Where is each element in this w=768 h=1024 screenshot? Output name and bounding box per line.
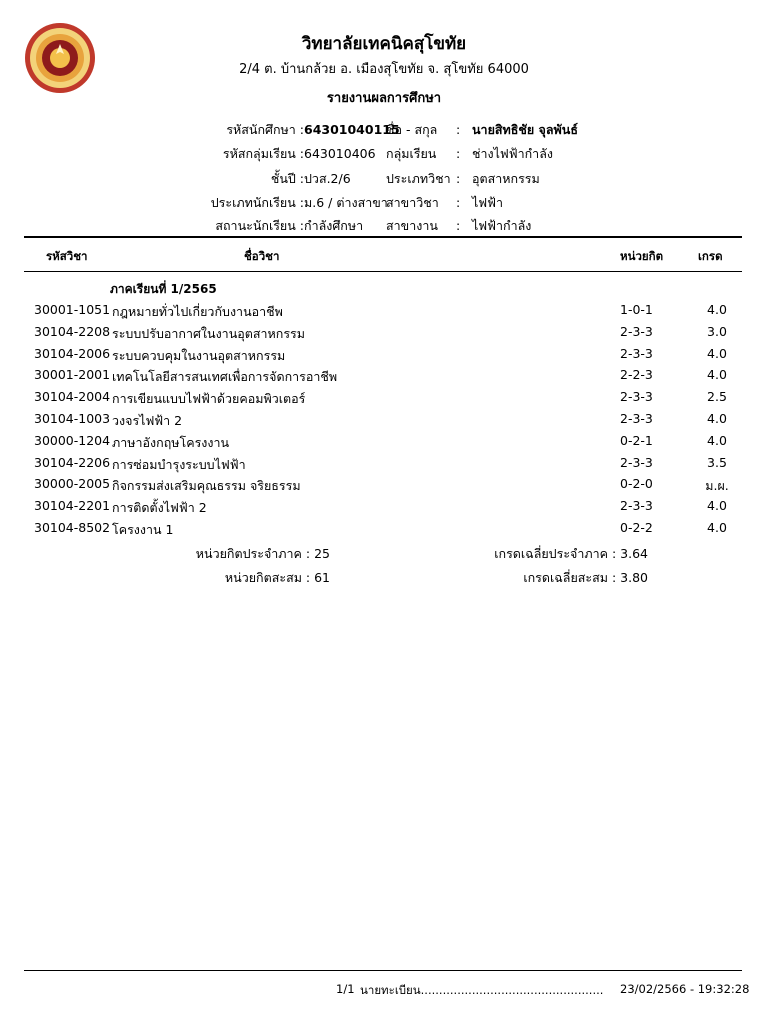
course-grade: 4.0	[707, 498, 727, 514]
table-row	[0, 455, 768, 477]
school-name: วิทยาลัยเทคนิคสุโขทัย	[301, 34, 467, 54]
major-value: ไฟฟ้า	[472, 195, 504, 210]
course-grade: 2.5	[707, 389, 727, 405]
work-row	[386, 216, 531, 236]
group-value: ช่างไฟฟ้ากำลัง	[472, 146, 553, 161]
course-name: โครงงาน 1	[112, 522, 174, 537]
table-row	[0, 498, 768, 520]
student-type-label: ประเภทนักเรียน :	[210, 195, 304, 210]
table-row	[0, 324, 768, 346]
course-credit: 2-3-3	[620, 411, 653, 426]
course-credit: 2-3-3	[620, 454, 653, 470]
table-row	[0, 476, 768, 498]
course-code: 30104-2201	[34, 498, 111, 514]
category-colon: :	[456, 171, 461, 186]
table-row	[0, 411, 768, 433]
group-label: กลุ่มเรียน	[386, 146, 437, 161]
course-grade: 4.0	[707, 520, 727, 535]
course-code: 30001-2001	[34, 367, 111, 383]
course-code: 30104-2006	[34, 345, 111, 361]
major-label: สาขาวิชา	[386, 195, 439, 210]
course-grade: 4.0	[707, 432, 727, 448]
table-row	[0, 302, 768, 324]
cumulative-credits: หน่วยกิตสะสม : 61	[224, 570, 330, 585]
name-row	[386, 120, 578, 140]
course-name: ระบบควบคุมในงานอุตสาหกรรม	[112, 347, 286, 363]
table-row	[0, 367, 768, 389]
category-row	[386, 169, 540, 189]
course-name: การติดตั้งไฟฟ้า 2	[112, 500, 207, 516]
course-code: 30104-2208	[34, 323, 111, 339]
course-credit: 1-0-1	[620, 302, 653, 317]
major-colon: :	[456, 195, 461, 210]
course-code: 30104-8502	[34, 520, 111, 535]
group-colon: :	[456, 146, 461, 161]
table-row	[0, 520, 768, 542]
group-code-label: รหัสกลุ่มเรียน :	[222, 146, 304, 161]
footer-rule	[24, 970, 742, 971]
table-top-rule	[24, 236, 742, 238]
course-code: 30000-1204	[34, 432, 111, 448]
name-label: ชื่อ - สกุล	[386, 122, 438, 137]
course-name: การเขียนแบบไฟฟ้าด้วยคอมพิวเตอร์	[112, 391, 306, 407]
course-name: กฎหมายทั่วไปเกี่ยวกับงานอาชีพ	[112, 304, 283, 319]
table-row	[0, 389, 768, 411]
course-name: กิจกรรมส่งเสริมคุณธรรม จริยธรรม	[112, 478, 301, 494]
name-value: นายสิทธิชัย จุลพันธ์	[472, 122, 578, 137]
course-name: เทคโนโลยีสารสนเทศเพื่อการจัดการอาชีพ	[112, 369, 338, 385]
student-status-label: สถานะนักเรียน :	[215, 218, 304, 233]
course-credit: 2-3-3	[620, 498, 653, 514]
level-label: ชั้นปี :	[270, 171, 304, 186]
course-code: 30001-1051	[34, 302, 111, 317]
work-label: สาขางาน	[386, 218, 438, 233]
group-code-value: 643010406	[304, 146, 376, 161]
course-grade: 4.0	[707, 411, 727, 426]
registrar-signature-line: นายทะเบียน..................................................	[360, 983, 604, 997]
header-credit: หน่วยกิต	[620, 249, 664, 263]
group-code-row	[94, 144, 376, 164]
table-row	[0, 433, 768, 455]
name-colon: :	[456, 122, 461, 137]
course-name: ภาษาอังกฤษโครงงาน	[112, 434, 230, 450]
student-status-value: กำลังศึกษา	[304, 218, 364, 233]
work-colon: :	[456, 218, 461, 233]
student-id-row	[94, 120, 400, 140]
course-grade: 4.0	[707, 302, 727, 317]
student-type-value: ม.6 / ต่างสาขา	[304, 195, 388, 210]
term-label: ภาคเรียนที่ 1/2565	[110, 282, 217, 296]
course-code: 30104-2206	[34, 454, 111, 470]
header-code: รหัสวิชา	[46, 249, 88, 263]
course-grade: 3.0	[707, 323, 727, 339]
school-address: 2/4 ต. บ้านกล้วย อ. เมืองสุโขทัย จ. สุโขทัย 64000	[239, 62, 529, 77]
cumulative-gpa: เกรดเฉลี่ยสะสม : 3.80	[523, 570, 648, 585]
print-datetime: 23/02/2566 - 19:32:28	[620, 982, 750, 996]
header-grade: เกรด	[698, 249, 723, 263]
course-credit: 2-3-3	[620, 345, 653, 361]
course-credit: 2-3-3	[620, 389, 653, 405]
course-credit: 2-2-3	[620, 367, 653, 383]
student-status-row	[94, 216, 363, 236]
course-code: 30104-1003	[34, 411, 111, 426]
student-type-row	[94, 193, 388, 213]
group-row	[386, 144, 553, 164]
course-code: 30000-2005	[34, 476, 111, 492]
student-id-value: 64301040115	[304, 122, 400, 137]
header-name: ชื่อวิชา	[244, 249, 280, 263]
course-credit: 0-2-0	[620, 476, 653, 492]
table-row	[0, 346, 768, 368]
term-gpa: เกรดเฉลี่ยประจำภาค : 3.64	[494, 546, 648, 561]
work-value: ไฟฟ้ากำลัง	[472, 218, 532, 233]
student-id-label: รหัสนักศึกษา :	[226, 122, 304, 137]
page-number: 1/1	[336, 982, 355, 996]
level-row	[94, 169, 351, 189]
report-title: รายงานผลการศึกษา	[326, 91, 442, 106]
course-name: วงจรไฟฟ้า 2	[112, 413, 183, 428]
course-grade: 4.0	[707, 367, 727, 383]
course-name: การซ่อมบำรุงระบบไฟฟ้า	[112, 456, 246, 472]
course-grade: 3.5	[707, 454, 727, 470]
course-code: 30104-2004	[34, 389, 111, 405]
course-credit: 0-2-1	[620, 432, 653, 448]
category-value: อุตสาหกรรม	[472, 171, 540, 186]
course-credit: 2-3-3	[620, 323, 653, 339]
course-grade: ม.ผ.	[705, 478, 729, 494]
course-grade: 4.0	[707, 345, 727, 361]
category-label: ประเภทวิชา	[386, 171, 451, 186]
term-credits: หน่วยกิตประจำภาค : 25	[195, 546, 330, 561]
course-credit: 0-2-2	[620, 520, 653, 535]
course-name: ระบบปรับอากาศในงานอุตสาหกรรม	[112, 325, 305, 341]
level-value: ปวส.2/6	[304, 171, 351, 186]
major-row	[386, 193, 503, 213]
table-header-rule	[24, 271, 742, 272]
